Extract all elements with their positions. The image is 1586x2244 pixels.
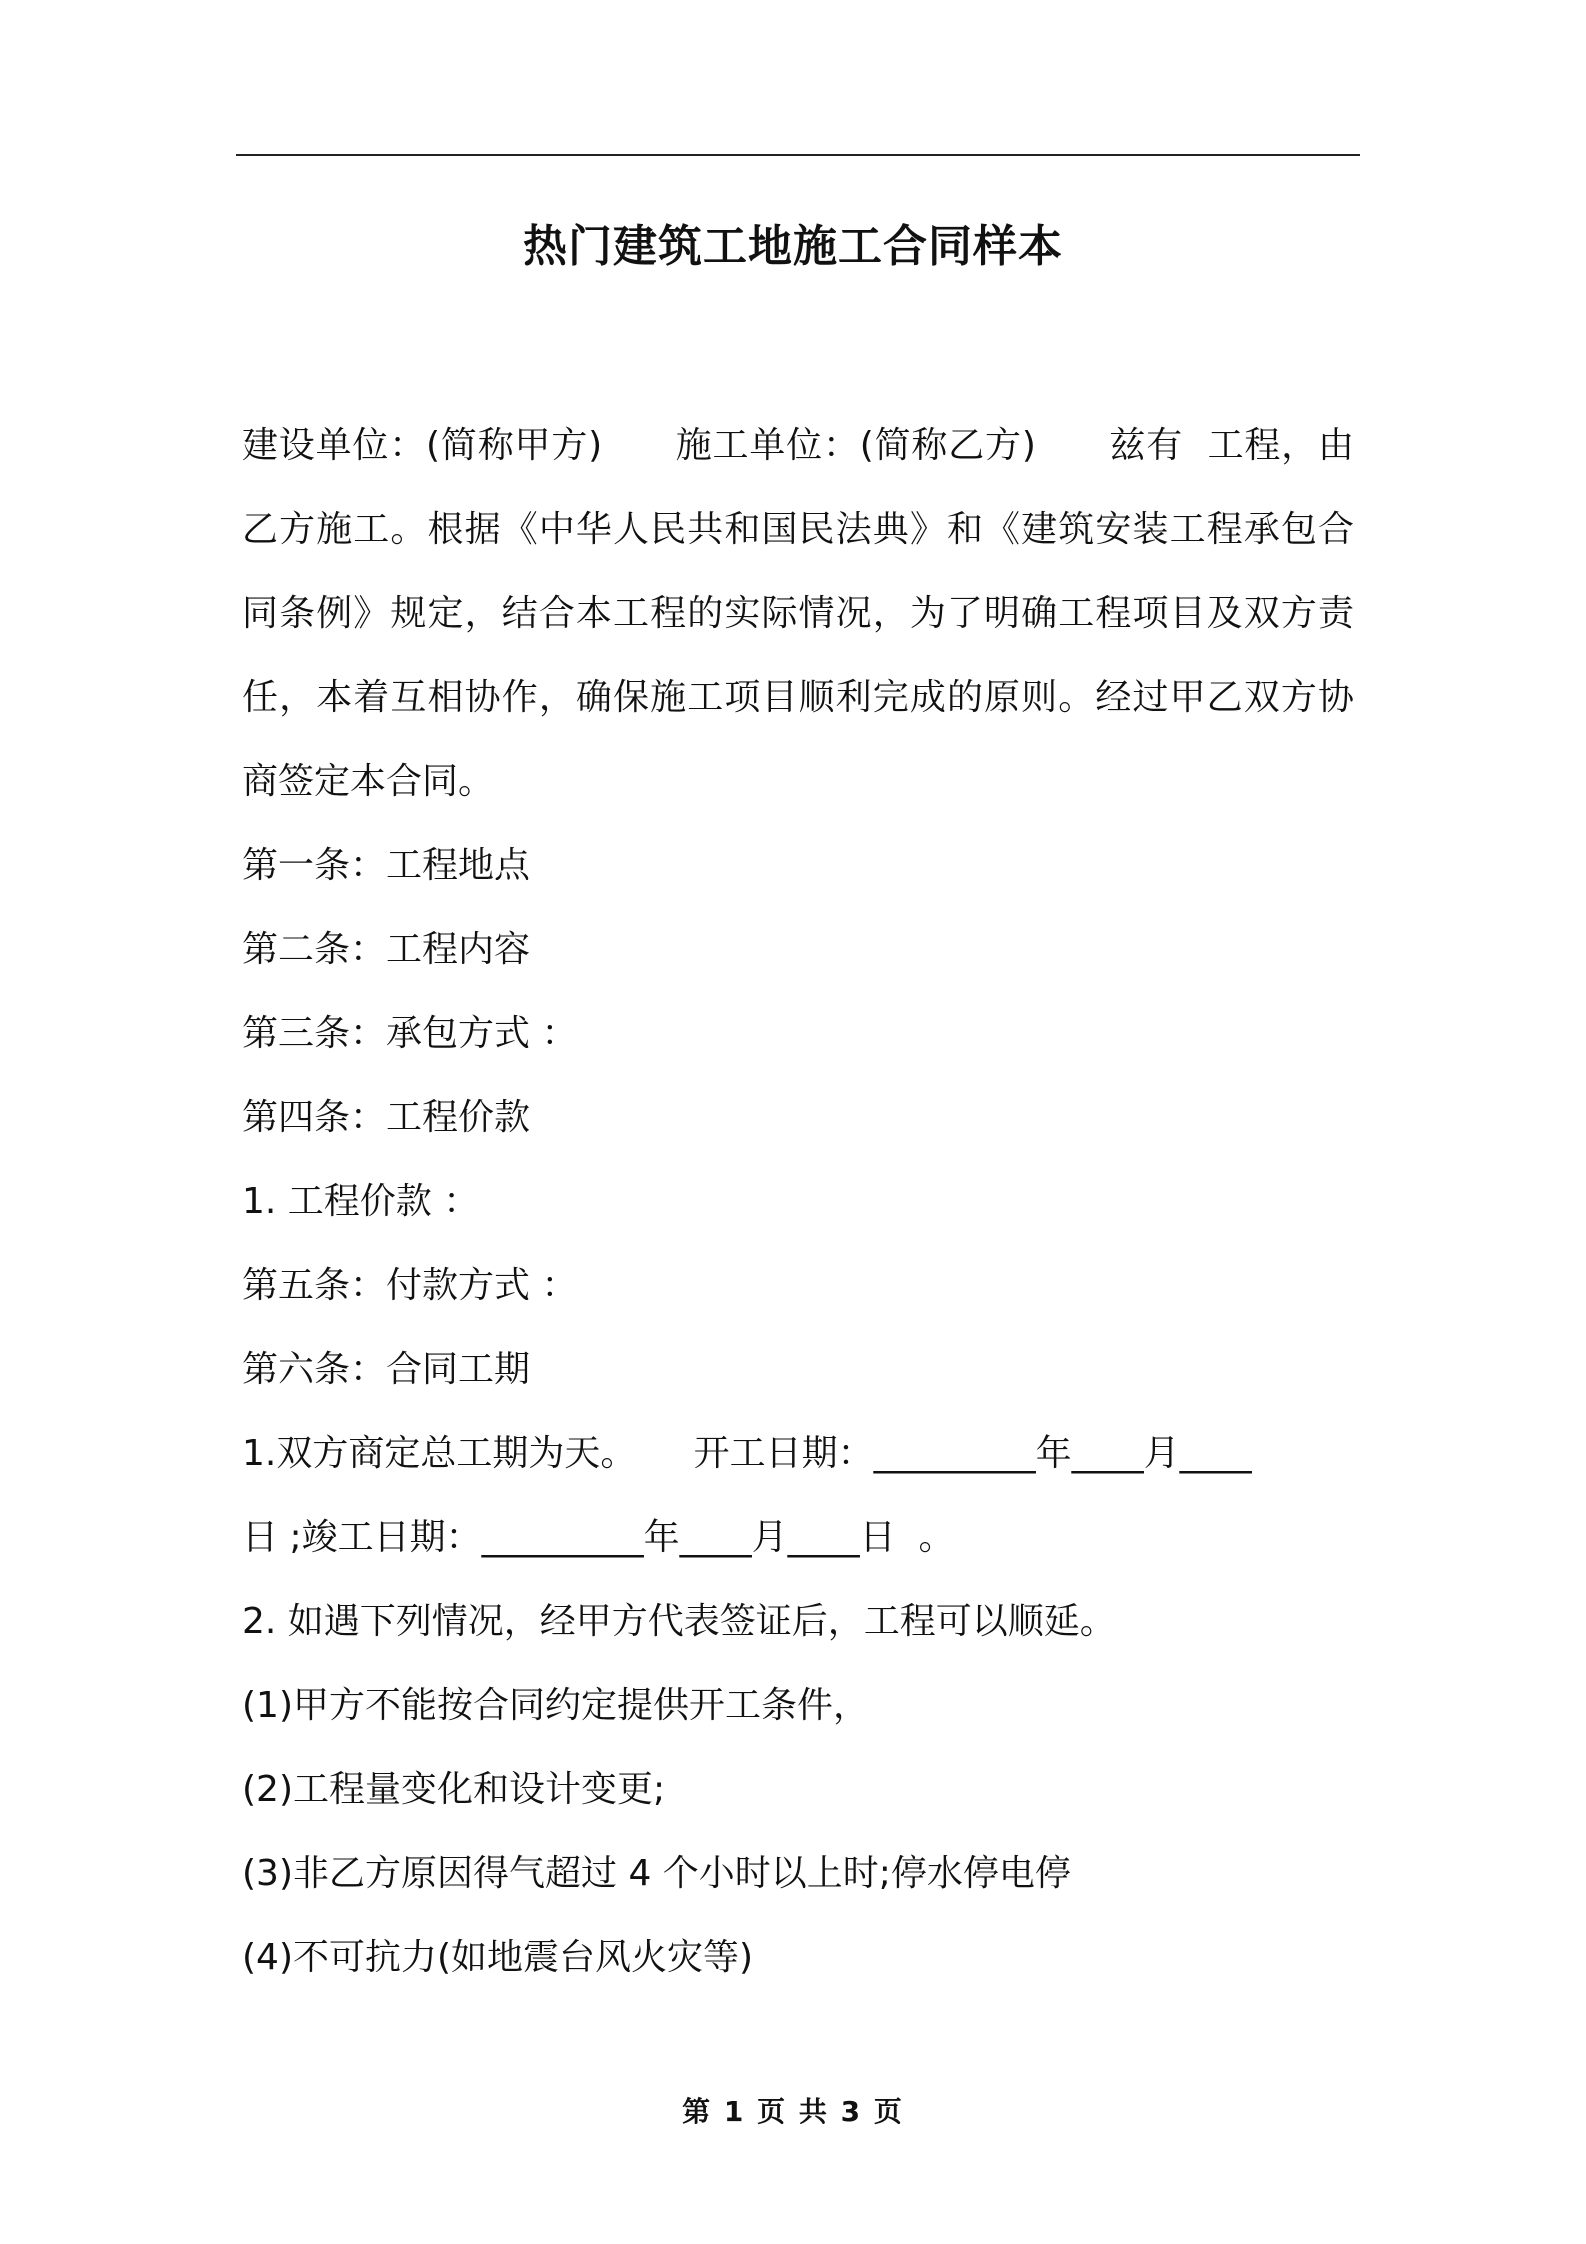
article-3-line: 第三条：承包方式 ：	[242, 1013, 578, 1054]
page-number-footer: 第 1 页 共 3 页	[682, 2095, 904, 2128]
condition-1-line: (1)甲方不能按合同约定提供开工条件，	[242, 1685, 869, 1726]
intro-paragraph: 建设单位：(简称甲方) 施工单位：(简称乙方) 兹有 工程，由乙方施工。根据《中华人民共和国民法典》和《建筑安装工程承包合同条例》规定，结合本工程的实际情况，为了明确工程项目及双方责任，本着互相协作，确保施工项目顺利完成的原则。经过甲乙双方协商签定本合同。	[242, 425, 1354, 802]
condition-4-line: (4)不可抗力(如地震台风火灾等)	[242, 1937, 754, 1978]
article-5-line: 第五条：付款方式 ：	[242, 1265, 578, 1306]
condition-2-line: (2)工程量变化和设计变更;	[242, 1769, 666, 1810]
document-title: 热门建筑工地施工合同样本	[523, 221, 1063, 272]
extension-clause-line: 2. 如遇下列情况，经甲方代表签证后，工程可以顺延。	[242, 1601, 1116, 1642]
condition-3-line: (3)非乙方原因得气超过 4 个小时以上时;停水停电停	[242, 1853, 1071, 1894]
article-4-line: 第四条：工程价款	[242, 1097, 531, 1138]
price-item-line: 1. 工程价款 ：	[242, 1181, 480, 1222]
article-1-line: 第一条：工程地点	[242, 845, 531, 886]
header-rule	[236, 154, 1360, 156]
duration-line: 1.双方商定总工期为天。 开工日期：_________年____月____	[242, 1433, 1252, 1474]
completion-date-line: 日 ;竣工日期：_________年____月____日 。	[242, 1517, 955, 1558]
article-2-line: 第二条：工程内容	[242, 929, 531, 970]
document-body	[242, 404, 1354, 2000]
article-6-line: 第六条：合同工期	[242, 1349, 531, 1390]
